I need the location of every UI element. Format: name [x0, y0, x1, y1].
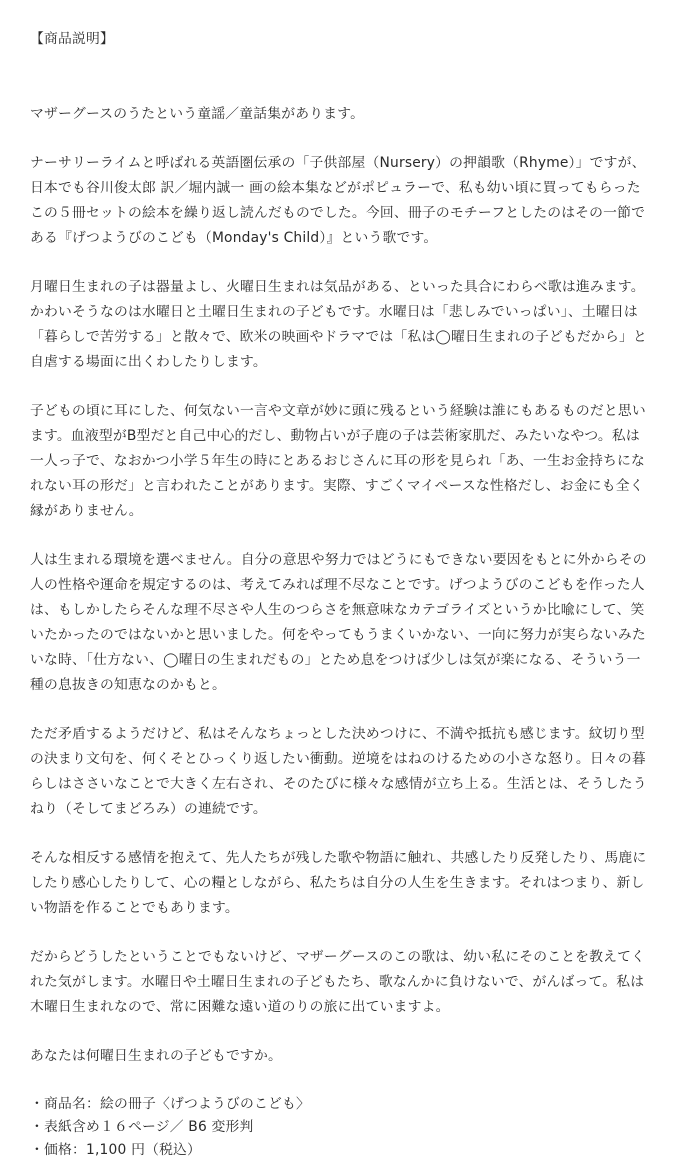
paragraph-line: は、もしかしたらそんな理不尽さや人生のつらさを無意味なカテゴライズというか比喩にして、笑 [30, 602, 645, 618]
paragraph-line: だからどうしたということでもないけど、マザーグースのこの歌は、幼い私にそのことを教えてく [30, 949, 646, 965]
paragraph-line: ナーサリーライムと呼ばれる英語圏伝承の「子供部屋（Nursery）の押韻歌（Rhyme）」ですが、 [30, 155, 646, 171]
section-heading: 【商品説明】 [30, 31, 114, 47]
paragraph-line: あなたは何曜日生まれの子どもですか。 [30, 1048, 282, 1064]
paragraph-line: れない耳の形だ」と言われたことがあります。実際、すごくマイペースな性格だし、お金にも全く [30, 478, 644, 494]
description-paragraph [30, 275, 660, 375]
paragraph-line: らしはささいなことで大きく左右され、そのたびに様々な感情が立ち上る。生活とは、そうしたう [30, 776, 647, 792]
paragraph-line: 人は生まれる環境を選べません。自分の意思や努力ではどうにもできない要因をもとに外からその [30, 552, 647, 568]
paragraph-line: いな時、「仕方ない、◯曜日の生まれだもの」とため息をつけば少しは気が楽になる、そういう一 [30, 652, 641, 668]
description-paragraph [30, 945, 660, 1020]
paragraph-line: れた気がします。水曜日や土曜日生まれの子どもたち、歌なんかに負けないで、がんばって。私は [30, 974, 645, 990]
description-paragraph [30, 102, 660, 127]
spec-item: ・価格：1,100 円（税込） [30, 1142, 202, 1158]
paragraph-line: かわいそうなのは水曜日と土曜日生まれの子どもです。水曜日は「悲しみでいっぱい」、土曜日は [30, 304, 638, 320]
spec-item: ・商品名：絵の冊子〈げつようびのこども〉 [30, 1096, 310, 1112]
paragraph-line: の決まり文句を、何くそとひっくり返したい衝動。逆境をはねのけるための小さな怒り。日々の暮 [30, 751, 646, 767]
paragraph-line: ただ矛盾するようだけど、私はそんなちょっとした決めつけに、不満や抵抗も感じます。紋切り型 [30, 726, 645, 742]
paragraph-line: したり感心したりして、心の糧としながら、私たちは自分の人生を生きます。それはつまり、新し [30, 875, 645, 891]
paragraph-line: そんな相反する感情を抱えて、先人たちが残した歌や物語に触れ、共感したり反発したり、馬鹿に [30, 850, 647, 866]
description-paragraph [30, 722, 660, 822]
paragraph-line: 日本でも谷川俊太郎 訳／堀内誠一 画の絵本集などがポピュラーで、私も幼い頃に買ってもらった [30, 180, 641, 196]
description-paragraph [30, 399, 660, 524]
description-paragraph [30, 151, 660, 251]
paragraph-line: 子どもの頃に耳にした、何気ない一言や文章が妙に頭に残るという経験は誰にもあるものだと思い [30, 403, 646, 419]
description-paragraph [30, 846, 660, 921]
paragraph-line: ます。血液型がB型だと自己中心的だし、動物占いが子鹿の子は芸術家肌だ、みたいなやつ。私は [30, 428, 640, 444]
paragraph-line: ねり（そしてまどろみ）の連続です。 [30, 801, 267, 817]
paragraph-line: ある『げつようびのこども（Monday's Child）』という歌です。 [30, 230, 438, 246]
paragraph-line: 「暮らしで苦労する」と散々で、欧米の映画やドラマでは「私は◯曜日生まれの子どもだから」と [30, 329, 647, 345]
paragraph-line: いたかったのではないかと思いました。何をやってもうまくいかない、一向に努力が実らないみた [30, 627, 646, 643]
paragraph-line: い物語を作ることでもあります。 [30, 900, 239, 916]
product-description [30, 27, 660, 1162]
paragraph-line: 自虐する場面に出くわしたりします。 [30, 354, 267, 370]
paragraph-line: 種の息抜きの知恵なのかもと。 [30, 677, 226, 693]
spec-item: ・表紙含め１６ページ／ B6 変形判 [30, 1119, 254, 1135]
paragraph-line: 木曜日生まれなので、常に困難な遠い道のりの旅に出ていますよ。 [30, 999, 450, 1015]
paragraph-line: 人の性格や運命を規定するのは、考えてみれば理不尽なことです。げつようびのこどもを作った人 [30, 577, 645, 593]
product-specs-list [30, 1093, 660, 1162]
description-paragraph [30, 548, 660, 698]
paragraph-line: 縁がありません。 [30, 503, 143, 519]
paragraph-line: 月曜日生まれの子は器量よし、火曜日生まれは気品がある、といった具合にわらべ歌は進みます。 [30, 279, 645, 295]
description-paragraph [30, 1044, 660, 1069]
description-body [30, 102, 660, 1069]
paragraph-line: 一人っ子で、なおかつ小学５年生の時にとあるおじさんに耳の形を見られ「あ、一生お金持ちにな [30, 453, 646, 469]
paragraph-line: この５冊セットの絵本を繰り返し読んだものでした。今回、冊子のモチーフとしたのはその一節で [30, 205, 646, 221]
paragraph-line: マザーグースのうたという童謡／童話集があります。 [30, 106, 365, 122]
